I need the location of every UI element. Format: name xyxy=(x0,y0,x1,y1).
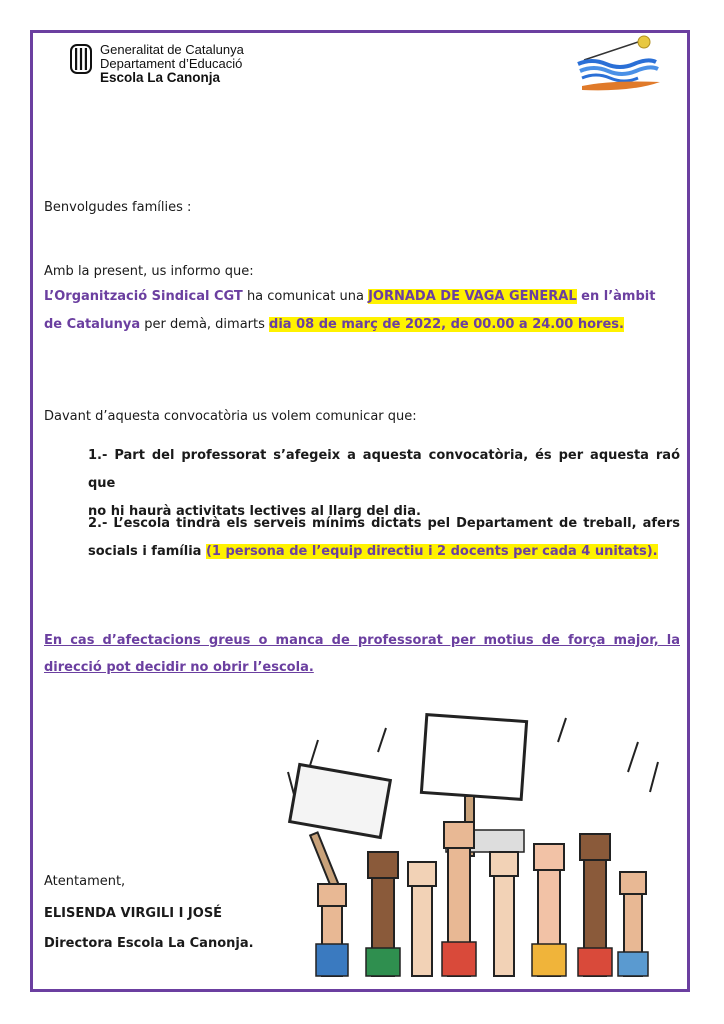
header-school: Escola La Canonja xyxy=(100,70,221,85)
union-name: L’Organització Sindical CGT xyxy=(44,289,243,304)
header-line-1: Generalitat de Catalunya xyxy=(100,42,244,57)
warning-line-2: direcció pot decidir no obrir l’escola. xyxy=(44,660,314,675)
item-2-line-2a: socials i família xyxy=(88,544,206,559)
warning-notice xyxy=(44,627,680,681)
scope-a: en l’àmbit xyxy=(576,289,656,304)
intro: Amb la present, us informo que: xyxy=(44,264,254,279)
scope-b: de Catalunya xyxy=(44,317,141,332)
warning-line-1: En cas d’afectacions greus o manca de professorat per motius de força major, la xyxy=(44,633,680,648)
closing: Atentament, xyxy=(44,874,126,889)
item-1-line-2: no hi haurà activitats lectives al llarg del dia. xyxy=(88,504,421,519)
item-2-line-1: 2.- L’escola tindrà els serveis mínims dictats pel Departament de treball, afers xyxy=(88,516,680,531)
date-highlight: dia 08 de març de 2022, de 00.00 a 24.00 hores. xyxy=(269,317,624,332)
signer-role: Directora Escola La Canonja. xyxy=(44,936,254,951)
header-line-2: Departament d’Educació xyxy=(100,56,243,71)
signer-name: ELISENDA VIRGILI I JOSÉ xyxy=(44,906,223,921)
list-item-2 xyxy=(88,510,680,566)
school-logo-icon xyxy=(572,34,664,94)
protest-fists-illustration xyxy=(258,712,678,984)
paragraph-1-line-2 xyxy=(44,315,624,335)
item-1-line-1: 1.- Part del professorat s’afegeix a aquesta convocatòria, és per aquesta raó que xyxy=(88,448,680,491)
p1-text: ha comunicat una xyxy=(242,289,369,304)
minimum-services-highlight: (1 persona de l’equip directiu i 2 docents per cada 4 unitats). xyxy=(205,544,658,559)
paragraph-2: Davant d’aquesta convocatòria us volem comunicar que: xyxy=(44,409,417,424)
generalitat-logo-icon xyxy=(70,44,92,74)
paragraph-1-line-1 xyxy=(44,287,655,307)
strike-highlight: JORNADA DE VAGA GENERAL xyxy=(368,289,577,304)
p1-when: per demà, dimarts xyxy=(140,317,270,332)
greeting: Benvolgudes famílies : xyxy=(44,200,192,215)
